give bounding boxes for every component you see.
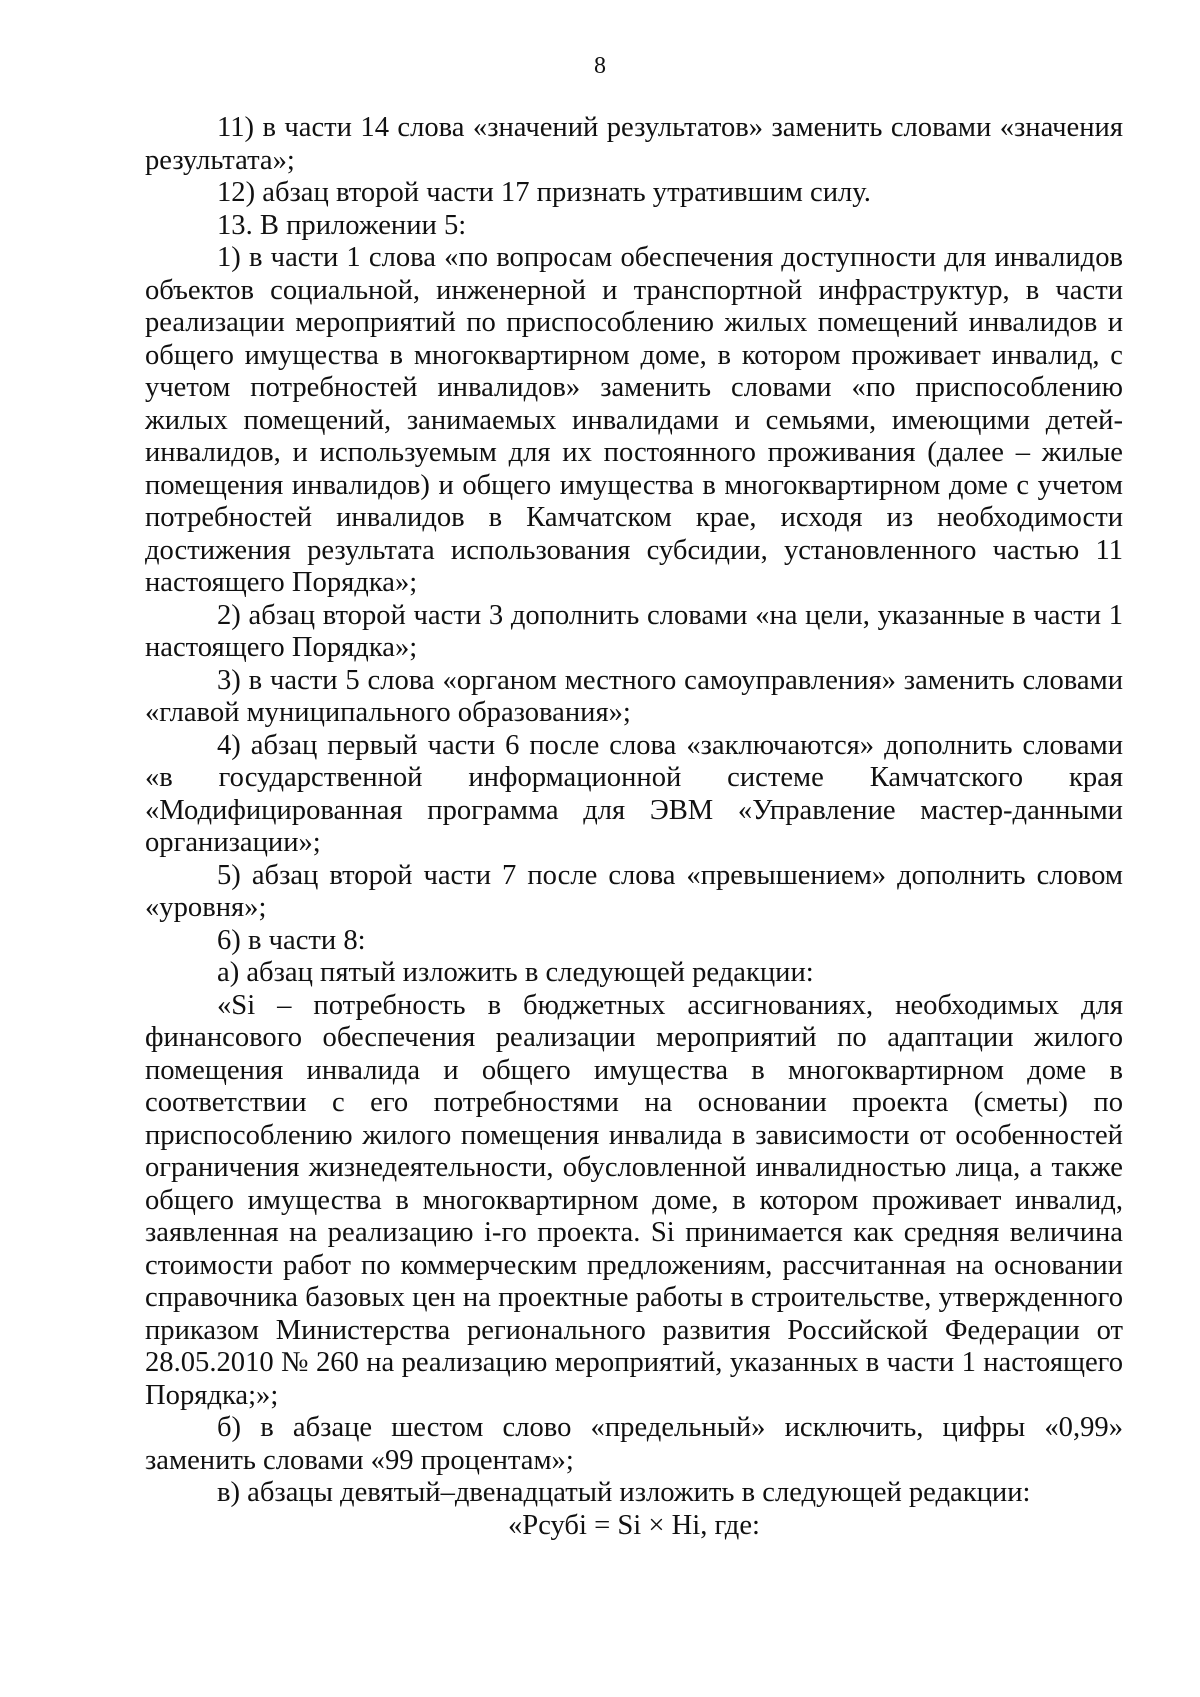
paragraph-letter-a: а) абзац пятый изложить в следующей редакции:: [217, 957, 814, 988]
paragraph-subitem-5: 5) абзац второй части 7 после слова «превышением» дополнить словом «уровня»;: [145, 859, 1123, 923]
paragraph-subitem-4: 4) абзац первый части 6 после слова «заключаются» дополнить словами «в государственной информационной системе Камчатского края «Модифицированная программа для ЭВМ «Управление мастер-данными организации»;: [145, 729, 1123, 858]
paragraph-item-11: 11) в части 14 слова «значений результатов» заменить словами «значения результата»;: [145, 112, 1123, 176]
paragraph-section-13: 13. В приложении 5:: [217, 209, 467, 241]
paragraph-subitem-6: 6) в части 8:: [217, 924, 366, 956]
formula-line: «Рсубi = Si × Hi, где:: [508, 1509, 760, 1541]
paragraph-letter-b: б) в абзаце шестом слово «предельный» исключить, цифры «0,99» заменить словами «99 процентам»;: [145, 1412, 1123, 1476]
paragraph-definition-si: «Si – потребность в бюджетных ассигнованиях, необходимых для финансового обеспечения реализации мероприятий по адаптации жилого помещения инвалида и общего имущества в многоквартирном доме в соответствии с его потребностями на основании проекта (сметы) по приспособлению жилого помещения инвалида в зависимости от особенностей ограничения жизнедеятельности, обусловленной инвалидностью лица, а также общего имущества в многоквартирном доме, в котором проживает инвалид, заявленная на реализацию i-го проекта. Si принимается как средняя величина стоимости работ по коммерческим предложениям, рассчитанная на основании справочника базовых цен на проектные работы в строительстве, утвержденного приказом Министерства регионального развития Российской Федерации от 28.05.2010 № 260 на реализацию мероприятий, указанных в части 1 настоящего Порядка;»;: [145, 989, 1123, 1411]
page-number: 8: [594, 53, 606, 79]
paragraph-subitem-3: 3) в части 5 слова «органом местного самоуправления» заменить словами «главой муниципального образования»;: [145, 664, 1123, 728]
paragraph-letter-v: в) абзацы девятый–двенадцатый изложить в следующей редакции:: [217, 1477, 1031, 1508]
document-body: [145, 112, 1123, 1542]
paragraph-subitem-1: 1) в части 1 слова «по вопросам обеспечения доступности для инвалидов объектов социальной, инженерной и транспортной инфраструктур, в части реализации мероприятий по приспособлению жилых помещений инвалидов и общего имущества в многоквартирном доме, в котором проживает инвалид, с учетом потребностей инвалидов» заменить словами «по приспособлению жилых помещений, занимаемых инвалидами и семьями, имеющими детей-инвалидов, и используемым для их постоянного проживания (далее – жилые помещения инвалидов) и общего имущества в многоквартирном доме с учетом потребностей инвалидов в Камчатском крае, исходя из необходимости достижения результата использования субсидии, установленного частью 11 настоящего Порядка»;: [145, 242, 1123, 598]
paragraph-subitem-2: 2) абзац второй части 3 дополнить словами «на цели, указанные в части 1 настоящего Порядка»;: [145, 599, 1123, 663]
paragraph-item-12: 12) абзац второй части 17 признать утратившим силу.: [217, 177, 871, 208]
